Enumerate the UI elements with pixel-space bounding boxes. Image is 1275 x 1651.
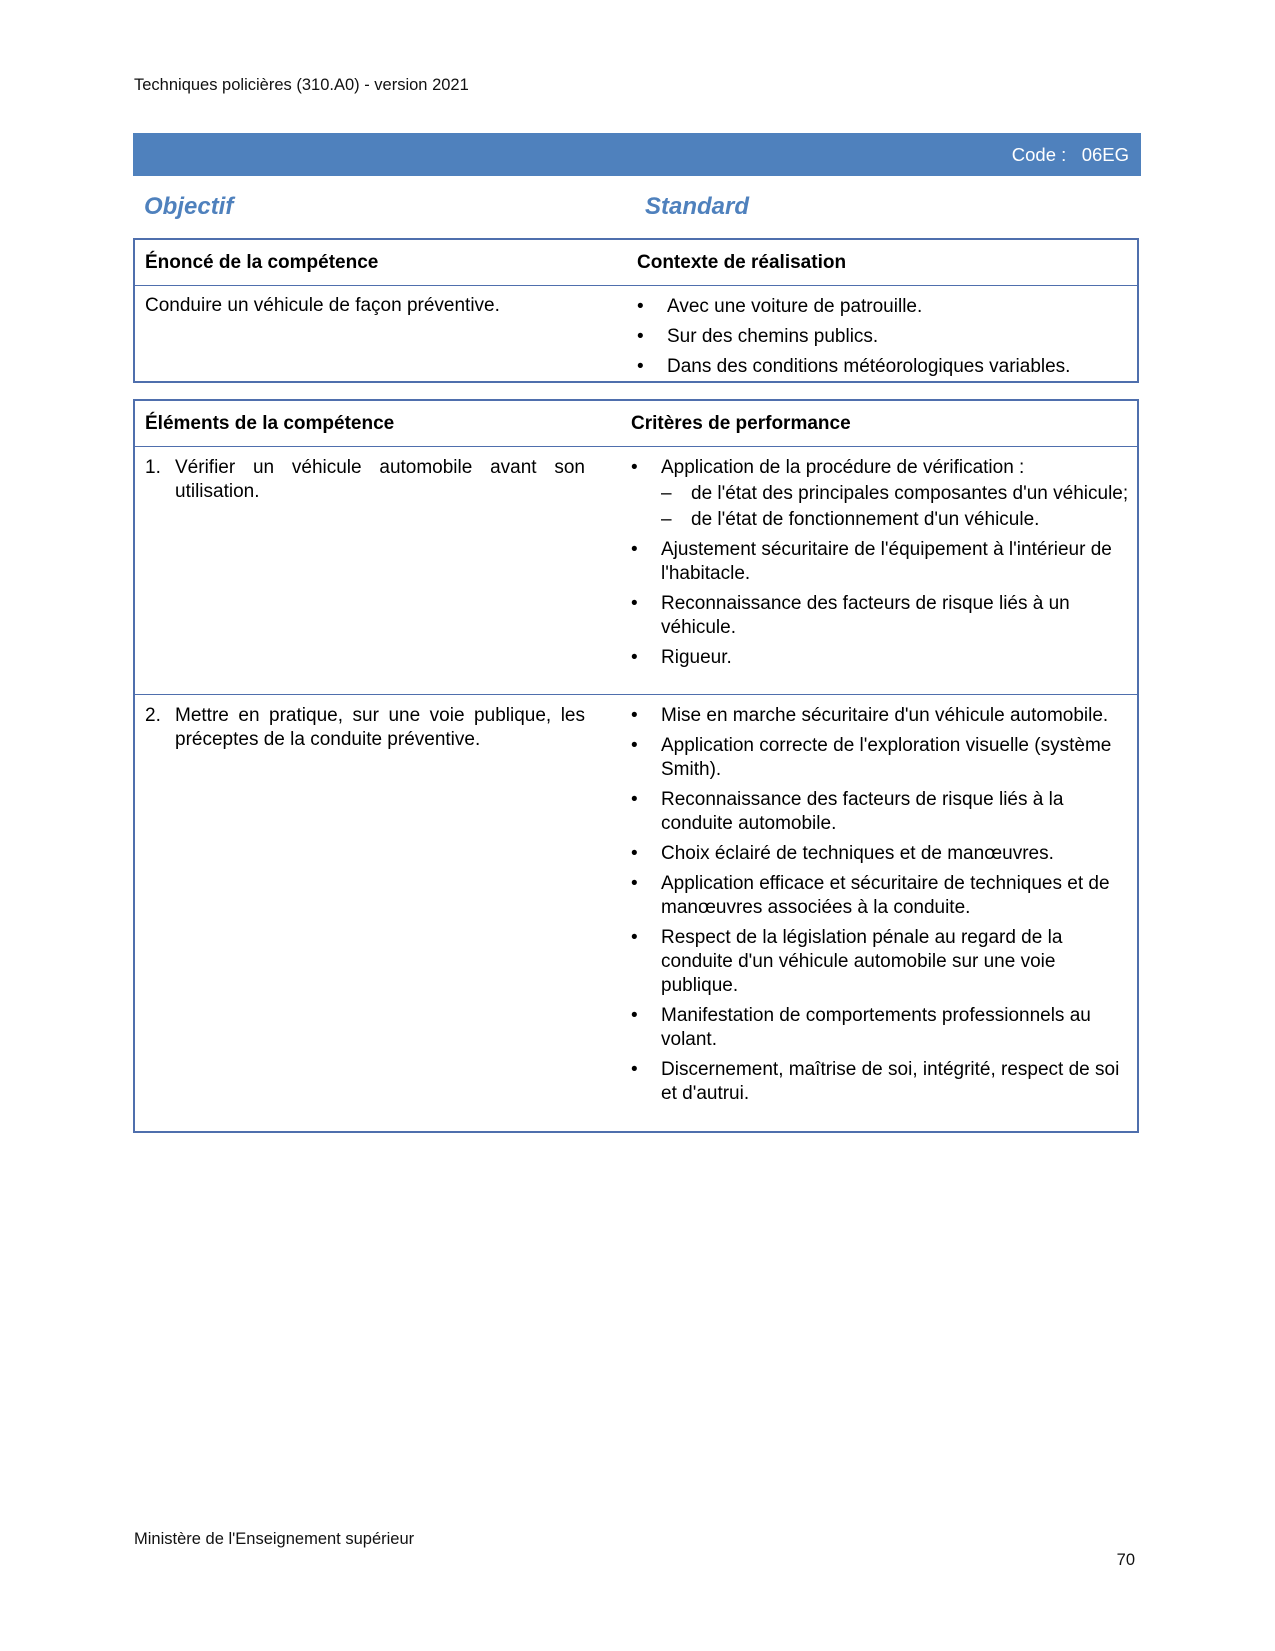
bullet-icon: • (631, 927, 638, 948)
list-item: • Application efficace et sécuritaire de techniques et de manœuvres associées à la conduite. (631, 873, 1110, 918)
bullet-icon: • (631, 735, 638, 756)
list-item: – de l'état de fonctionnement d'un véhicule. (661, 509, 1040, 530)
list-item: • Application correcte de l'exploration visuelle (système Smith). (631, 735, 1112, 780)
criteria-list (631, 704, 1131, 1112)
bullet-icon: • (631, 843, 638, 864)
header-elements: Éléments de la compétence (145, 413, 395, 434)
elements-table-header (135, 401, 1137, 447)
bullet-icon: • (631, 539, 638, 560)
section-title-standard: Standard (645, 193, 750, 220)
bullet-icon: • (637, 326, 644, 347)
list-item: • Reconnaissance des facteurs de risque liés à un véhicule. (631, 593, 1070, 638)
bullet-icon: • (631, 647, 638, 668)
competence-statement: Conduire un véhicule de façon préventive. (145, 295, 500, 316)
bullet-icon: • (631, 593, 638, 614)
bullet-icon: • (637, 356, 644, 377)
dash-icon: – (661, 509, 672, 530)
list-item: • Respect de la législation pénale au regard de la conduite d'un véhicule automobile sur une voie publique. (631, 927, 1063, 996)
competence-table-header (135, 240, 1137, 286)
list-item: • Manifestation de comportements professionnels au volant. (631, 1005, 1091, 1050)
list-item: • Choix éclairé de techniques et de manœuvres. (631, 843, 1054, 864)
criteria-list (631, 456, 1131, 676)
page-number: 70 (1116, 1551, 1135, 1569)
header-enonce: Énoncé de la compétence (145, 252, 379, 273)
list-item: • Dans des conditions météorologiques variables. (637, 356, 1071, 377)
sub-list (661, 482, 1131, 532)
element-text: 2. Mettre en pratique, sur une voie publique, les préceptes de la conduite préventive. (145, 705, 585, 750)
code-bar (133, 133, 1141, 176)
table-row (135, 694, 1137, 1131)
bullet-icon: • (631, 1059, 638, 1080)
header-criteres: Critères de performance (631, 413, 851, 434)
header-contexte: Contexte de réalisation (637, 252, 847, 273)
element-text: 1. Vérifier un véhicule automobile avant son utilisation. (145, 457, 585, 502)
list-item: • Avec une voiture de patrouille. (637, 296, 923, 317)
section-title-objectif: Objectif (144, 193, 234, 220)
bullet-icon: • (631, 789, 638, 810)
element-number: 1. (145, 457, 161, 478)
list-item: – de l'état des principales composantes d'un véhicule; (661, 483, 1129, 504)
bullet-icon: • (631, 873, 638, 894)
dash-icon: – (661, 483, 672, 504)
bullet-icon: • (631, 457, 638, 478)
list-item: • Sur des chemins publics. (637, 326, 879, 347)
list-item: • Application de la procédure de vérification : – de l'état des principales composantes d'un véhicule; – de l'état de fonctionnement d'un véhicule. (631, 456, 1131, 532)
element-number: 2. (145, 705, 161, 726)
table-row (135, 446, 1137, 695)
bullet-icon: • (631, 705, 638, 726)
list-item: • Reconnaissance des facteurs de risque liés à la conduite automobile. (631, 789, 1064, 834)
code-value: 06EG (1081, 144, 1129, 165)
context-list (637, 295, 1127, 385)
section-titles (144, 193, 1134, 223)
list-item: • Rigueur. (631, 647, 732, 668)
code-label: Code : 06EG (1011, 144, 1129, 165)
competence-table (133, 238, 1139, 383)
list-item: • Ajustement sécuritaire de l'équipement à l'intérieur de l'habitacle. (631, 539, 1112, 584)
list-item: • Discernement, maîtrise de soi, intégrité, respect de soi et d'autrui. (631, 1059, 1120, 1104)
page-header: Techniques policières (310.A0) - version 2021 (134, 76, 469, 94)
bullet-icon: • (631, 1005, 638, 1026)
list-item: • Mise en marche sécuritaire d'un véhicule automobile. (631, 705, 1109, 726)
footer-ministry: Ministère de l'Enseignement supérieur (134, 1530, 415, 1548)
elements-table (133, 399, 1139, 1133)
bullet-icon: • (637, 296, 644, 317)
